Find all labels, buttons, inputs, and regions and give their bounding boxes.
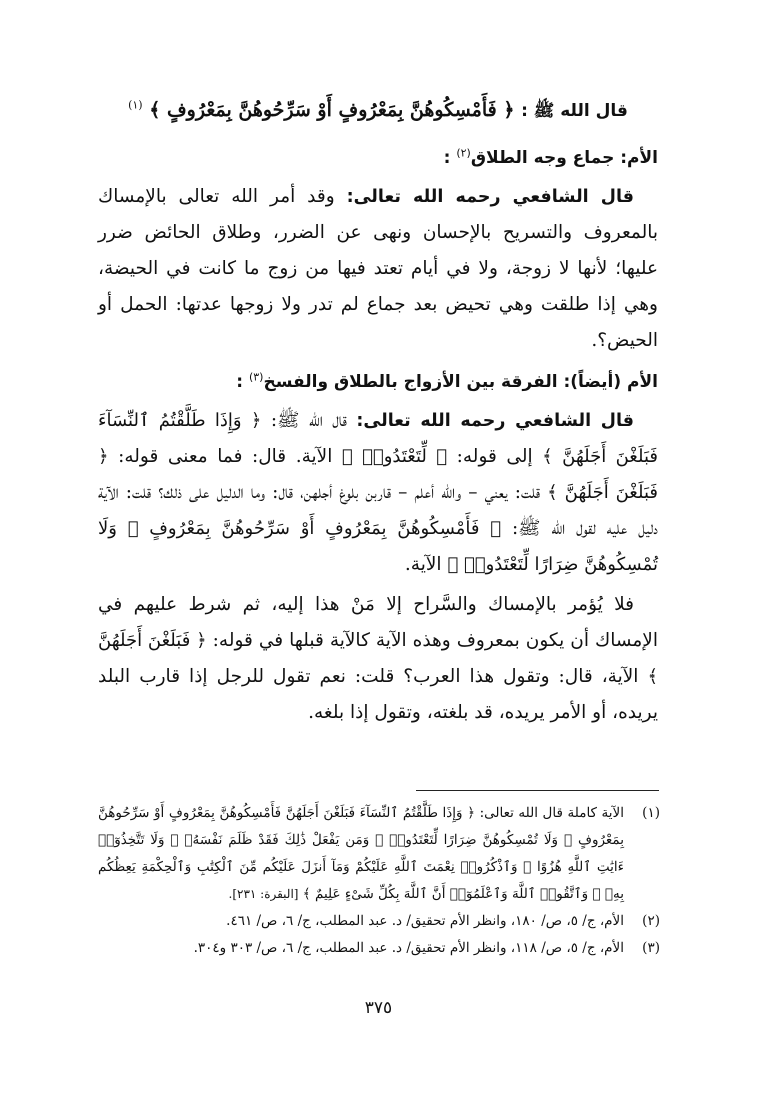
page-number: ٣٧٥ bbox=[364, 998, 393, 1018]
heading-prefix: قال الله ﷺ : bbox=[521, 101, 628, 121]
section-title-1-colon: : bbox=[443, 148, 451, 168]
paragraph-1-text: وقد أمر الله تعالى بالإمساك بالمعروف والتسريح بالإحسان ونهى عن الضرر، وطلاق الحائض ضرر عليها؛ لأنها لا زوجة، ولا في أيام تعتد فيها من زوج ما كانت في الحيضة، وهي إذا طلقت وهي تحيض بعد جماع لم تدر ولا زوجها عدتها: الحمل أو الحيض؟. bbox=[98, 186, 658, 351]
footnote-3-number: (٣) bbox=[642, 940, 660, 956]
quran-quote-4: ﴿ فَأَمْسِكُوهُنَّ بِمَعْرُوفٍ أَوْ سَرِّحُوهُنَّ بِمَعْرُوفٍ ۚ وَلَا تُمْسِكُوهُنَّ ضِرَارًا لِّتَعْتَدُوا۟ ﴾ bbox=[98, 518, 658, 575]
footnote-ref-1[interactable]: (١) bbox=[128, 98, 143, 112]
footnote-3 bbox=[98, 935, 660, 962]
quran-quote-2: ﴿ لِّتَعْتَدُوا۟ ﴾ bbox=[341, 446, 448, 467]
section-title-2-text: الأم (أيضاً): الفرقة بين الأزواج بالطلاق والفسخ bbox=[263, 372, 658, 392]
section-title-1-text: الأم: جماع وجه الطلاق bbox=[470, 148, 658, 168]
footnote-1-number: (١) bbox=[642, 805, 660, 821]
paragraph-1-lead: قال الشافعي رحمه الله تعالى: bbox=[346, 187, 634, 207]
footnote-3-text: الأم، ج/ ٥، ص/ ١١٨، وانظر الأم تحقيق/ د. عبد المطلب، ج/ ٦، ص/ ٣٠٣ و٣٠٤. bbox=[193, 940, 624, 956]
footnote-1-text: الآية كاملة قال الله تعالى: ﴿ وَإِذَا طَلَّقْتُمُ ٱلنِّسَآءَ فَبَلَغْنَ أَجَلَهُنَّ فَأَمْسِكُوهُنَّ بِمَعْرُوفٍ أَوْ سَرِّحُوهُنَّ بِمَعْرُوفٍ ۚ وَلَا تُمْسِكُوهُنَّ ضِرَارًا لِّتَعْتَدُوا۟ ۚ وَمَن يَفْعَلْ ذَٰلِكَ فَقَدْ ظَلَمَ نَفْسَهُۥ ۚ وَلَا تَتَّخِذُوٓا۟ ءَايَٰتِ ٱللَّهِ هُزُوًا ۚ وَٱذْكُرُوا۟ نِعْمَتَ ٱللَّهِ عَلَيْكُمْ وَمَآ أَنزَلَ عَلَيْكُم مِّنَ ٱلْكِتَٰبِ وَٱلْحِكْمَةِ يَعِظُكُم بِهِۦ ۚ وَٱتَّقُوا۟ ٱللَّهَ وَٱعْلَمُوٓا۟ أَنَّ ٱللَّهَ بِكُلِّ شَىْءٍ عَلِيمٌ ﴾ bbox=[98, 805, 624, 902]
footnote-1-body bbox=[98, 800, 624, 908]
footnote-divider bbox=[416, 790, 659, 791]
footnote-2-text: الأم، ج/ ٥، ص/ ١٨٠، وانظر الأم تحقيق/ د. عبد المطلب، ج/ ٦، ص/ ٤٦١. bbox=[226, 913, 624, 929]
paragraph-3-t2: الآية، قال: وتقول هذا العرب؟ قلت: نعم تقول للرجل إذا قارب البلد يريده، أو الأمر يريده، قد بلغته، وتقول إذا بلغه. bbox=[98, 666, 658, 723]
footnote-2 bbox=[98, 908, 660, 935]
footnote-2-number: (٢) bbox=[642, 913, 660, 929]
quran-quote-5: ﴿ فَبَلَغْنَ أَجَلَهُنَّ ﴾ bbox=[98, 630, 658, 687]
section-title-1 bbox=[98, 141, 658, 175]
footnotes bbox=[98, 800, 660, 962]
section-title-2 bbox=[98, 365, 658, 399]
footnote-1 bbox=[98, 800, 660, 908]
paragraph-2 bbox=[98, 403, 658, 583]
quran-quote-3: ﴿ فَبَلَغْنَ أَجَلَهُنَّ ﴾ bbox=[98, 446, 658, 503]
paragraph-3-t1: فلا يُؤمر بالإمساك والسَّراح إلا مَنْ هذا إليه، ثم شرط عليهم في الإمساك أن يكون بمعروف وهذه الآية كالآية قبلها في قوله: bbox=[98, 594, 658, 651]
footnote-ref-2[interactable]: (٢) bbox=[456, 146, 471, 160]
page-body bbox=[98, 92, 658, 735]
quran-quote-1: ﴿ وَإِذَا طَلَّقْتُمُ ٱلنِّسَآءَ فَبَلَغْنَ أَجَلَهُنَّ ﴾ bbox=[98, 410, 658, 467]
footnote-ref-3[interactable]: (٣) bbox=[248, 370, 264, 384]
paragraph-2-t2: إلى قوله: bbox=[447, 446, 543, 467]
paragraph-3 bbox=[98, 587, 658, 731]
paragraph-2-lead: قال الشافعي رحمه الله تعالى: bbox=[356, 411, 634, 431]
footnote-1-ref: [البقرة: ٢٣١]. bbox=[228, 887, 299, 901]
heading-verse: ﴿ فَأَمْسِكُوهُنَّ بِمَعْرُوفٍ أَوْ سَرِّحُوهُنَّ بِمَعْرُوفٍ ﴾ bbox=[149, 99, 515, 121]
paragraph-2-t1: قال الله ﷺ: bbox=[261, 410, 357, 431]
verse-heading bbox=[98, 92, 658, 129]
paragraph-2-t3: الآية. قال: فما معنى قوله: bbox=[108, 446, 342, 467]
paragraph-2-t4: قلت: يعني – والله أعلم – قاربن بلوغ أجلهن، قال: وما الدليل على ذلك؟ قلت: الآية دليل عليه لقول الله ﷺ: bbox=[98, 482, 658, 539]
section-title-2-colon: : bbox=[236, 372, 244, 392]
paragraph-1 bbox=[98, 179, 658, 359]
paragraph-2-t5: الآية. bbox=[404, 554, 448, 575]
